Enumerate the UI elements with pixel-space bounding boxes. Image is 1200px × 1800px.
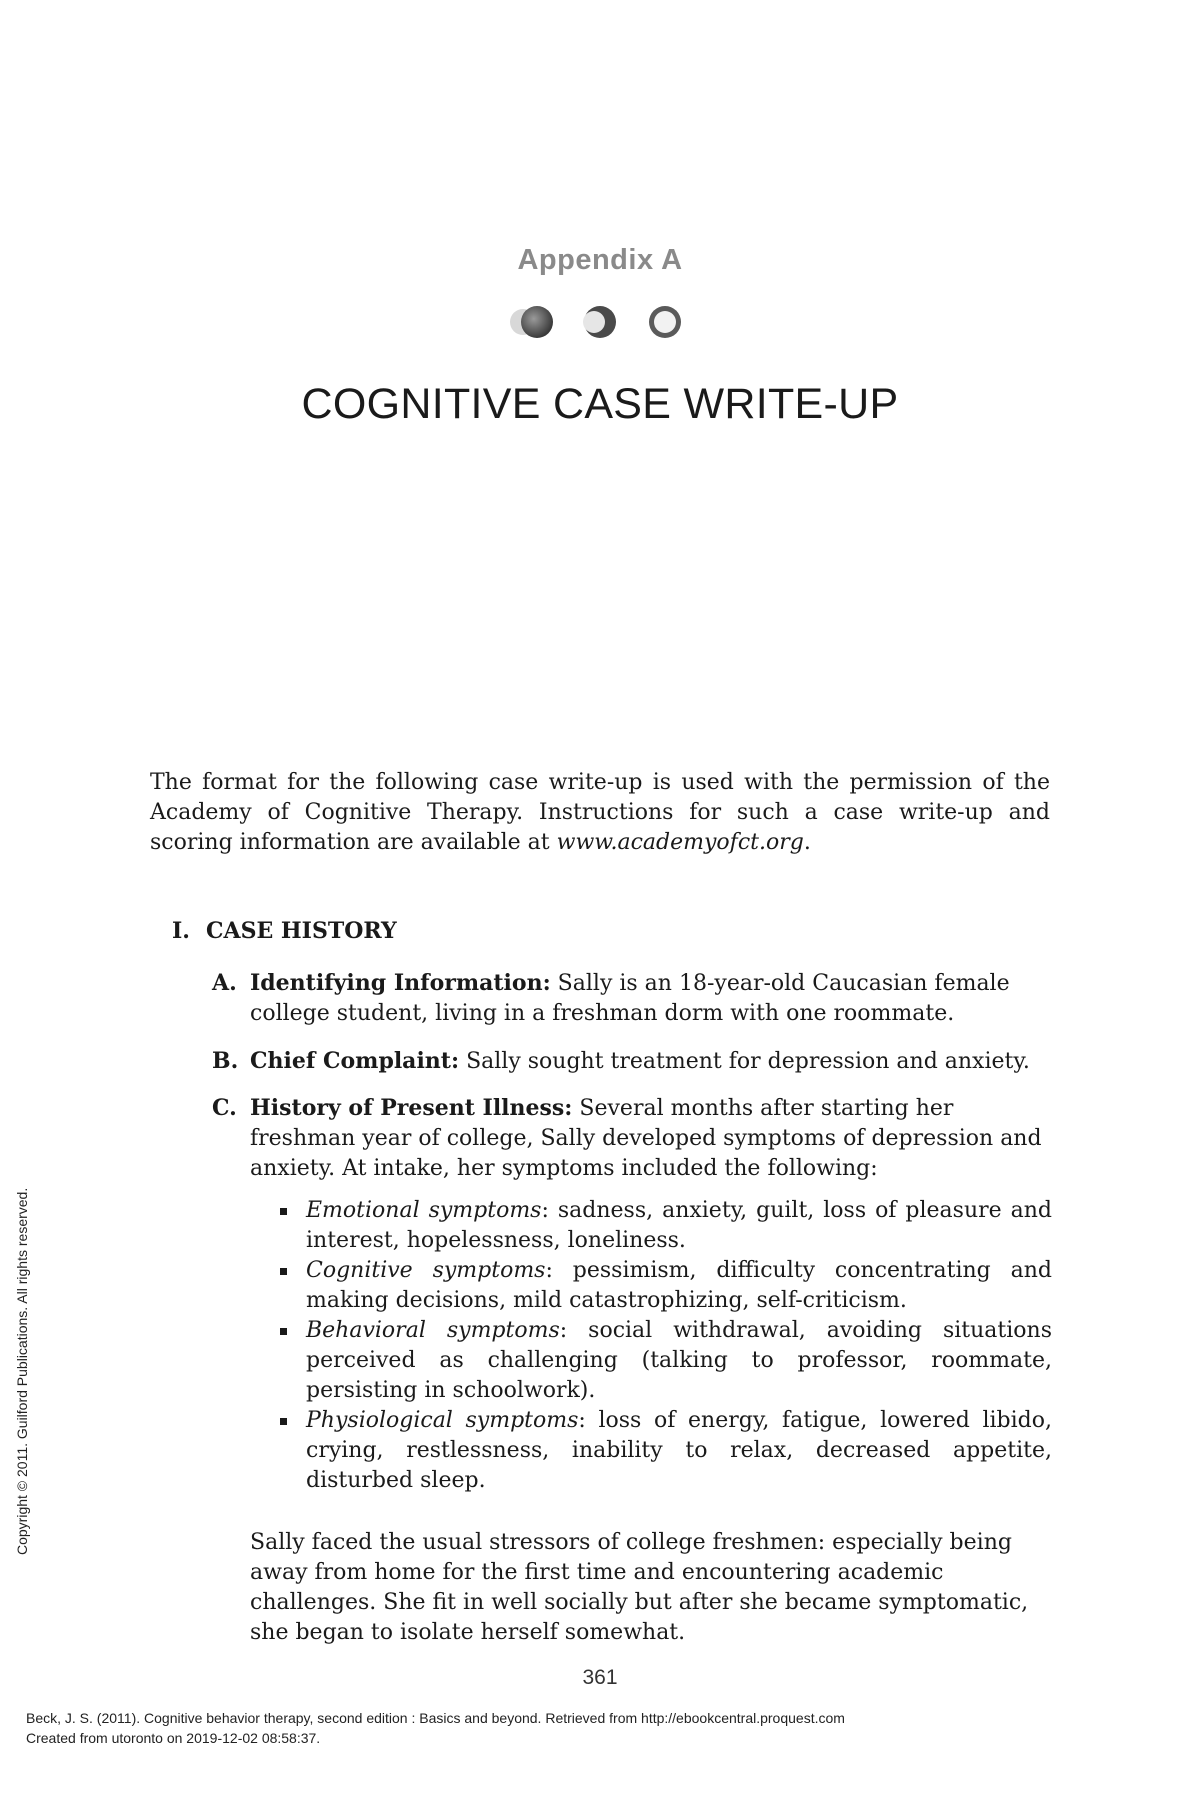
- ornament-dot-1: [510, 306, 553, 338]
- symptom-category: Physiological symptoms: [306, 1408, 579, 1433]
- item-label: History of Present Illness:: [250, 1095, 573, 1121]
- academy-link[interactable]: www.academyofct.org: [556, 830, 804, 855]
- symptom-category: Emotional symptoms: [306, 1198, 542, 1223]
- page-number: 361: [582, 1666, 618, 1689]
- item-history-present-illness: [212, 1093, 1052, 1184]
- section-heading: [172, 918, 397, 944]
- symptom-text: : sadness, anxiety, guilt, loss of pleasure and interest, hopelessness, loneliness.: [306, 1198, 1052, 1253]
- intro-text: The format for the following case write-up is used with the permission of the Academy of Cognitive Therapy. Instructions for such a case write-up and scoring information are available at: [150, 770, 1050, 855]
- symptom-category: Cognitive symptoms: [306, 1258, 546, 1283]
- symptom-cognitive: [280, 1256, 1052, 1316]
- created-line: Created from utoronto on 2019-12-02 08:58:37.: [26, 1730, 321, 1746]
- symptom-category: Behavioral symptoms: [306, 1318, 560, 1343]
- citation-line: Beck, J. S. (2011). Cognitive behavior therapy, second edition : Basics and beyond. Retrieved from http://ebookcentral.proquest.com: [26, 1710, 845, 1726]
- intro-paragraph: [150, 768, 1050, 858]
- item-text: Several months after starting her freshman year of college, Sally developed symptoms of depression and anxiety. At intake, her symptoms included the following:: [250, 1096, 1042, 1181]
- intro-end: .: [803, 830, 811, 855]
- item-chief-complaint: [212, 1046, 1052, 1077]
- item-label: Identifying Information:: [250, 970, 551, 996]
- item-label: Chief Complaint:: [250, 1048, 460, 1074]
- item-text: Sally is an 18-year-old Caucasian female college student, living in a freshman dorm with one roommate.: [250, 971, 1010, 1026]
- side-copyright: Copyright © 2011. Guilford Publications. All rights reserved.: [14, 1187, 30, 1555]
- ornament-dot-3: [649, 306, 681, 338]
- symptom-text: : pessimism, difficulty concentrating and making decisions, mild catastrophizing, self-criticism.: [306, 1258, 1052, 1313]
- symptom-text: : social withdrawal, avoiding situations perceived as challenging (talking to professor, roommate, persisting in schoolwork).: [306, 1318, 1052, 1403]
- chapter-ornament: [0, 300, 1200, 344]
- section-number: I.: [172, 918, 190, 944]
- symptom-emotional: [280, 1196, 1052, 1256]
- item-text: Sally sought treatment for depression and anxiety.: [459, 1049, 1030, 1074]
- item-letter: C.: [212, 1095, 237, 1121]
- item-letter: A.: [212, 970, 237, 996]
- section-title: CASE HISTORY: [206, 918, 397, 944]
- symptom-physiological: [280, 1406, 1052, 1496]
- chapter-title: COGNITIVE CASE WRITE-UP: [301, 380, 899, 428]
- ornament-dot-2: [583, 306, 616, 338]
- item-letter: B.: [212, 1048, 239, 1074]
- symptom-behavioral: [280, 1316, 1052, 1406]
- symptom-text: : loss of energy, fatigue, lowered libido, crying, restlessness, inability to relax, decreased appetite, disturbed sleep.: [306, 1408, 1052, 1493]
- symptom-list: [280, 1196, 1052, 1496]
- appendix-label: Appendix A: [517, 244, 683, 276]
- item-identifying-information: [212, 968, 1052, 1029]
- closing-paragraph: Sally faced the usual stressors of college freshmen: especially being away from home for the first time and encountering academic challenges. She fit in well socially but after she became symptomatic, she began to isolate herself somewhat.: [250, 1530, 1029, 1645]
